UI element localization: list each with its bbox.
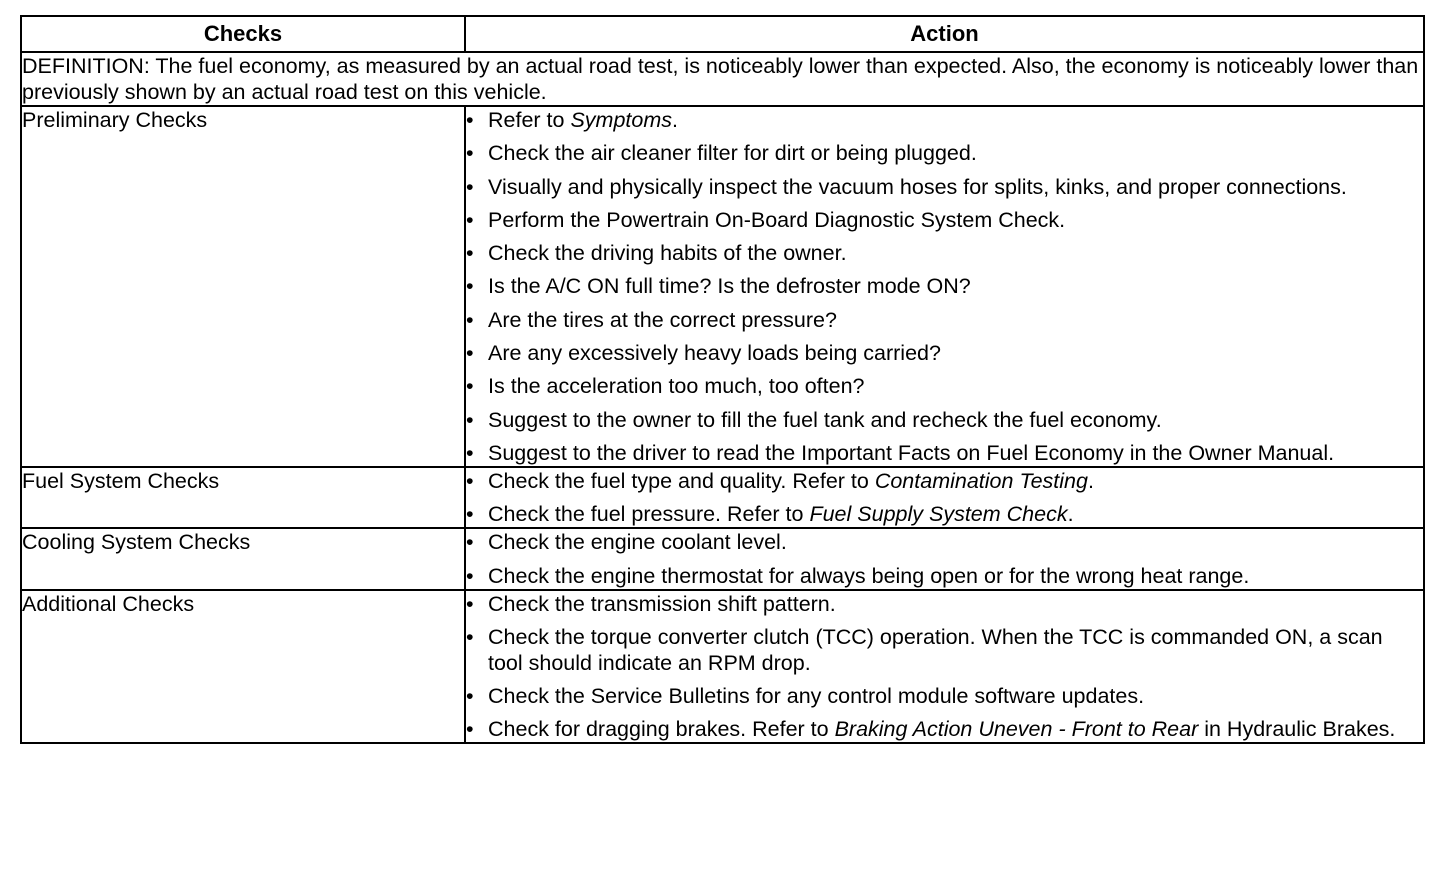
list-item — [466, 563, 1423, 589]
action-list — [466, 107, 1423, 466]
bullet-icon: • — [466, 141, 474, 166]
action-text: Check the driving habits of the owner. — [488, 241, 847, 266]
bullet-icon: • — [466, 108, 474, 132]
list-item — [466, 468, 1423, 494]
action-text: Check the engine thermostat for always being open or for the wrong heat range. — [488, 563, 1250, 588]
action-text: in Hydraulic Brakes. — [1198, 717, 1396, 742]
action-list — [466, 529, 1423, 588]
definition-row — [21, 52, 1424, 106]
check-category-label: Additional Checks — [21, 590, 465, 744]
list-item — [466, 407, 1423, 433]
action-text: Check the torque converter clutch (TCC) operation. When the TCC is commanded ON, a scan tool should indicate an RPM drop. — [488, 624, 1383, 675]
bullet-icon: • — [466, 591, 474, 616]
reference-link-text: Contamination Testing — [874, 468, 1088, 493]
definition-text: DEFINITION: The fuel economy, as measured by an actual road test, is noticeably lower than expected. Also, the economy is noticeably lower than previously shown by an actual road test on this vehicle. — [21, 52, 1424, 106]
action-text: Check the fuel pressure. Refer to — [488, 502, 810, 527]
bullet-icon: • — [466, 502, 474, 527]
action-cell — [465, 106, 1424, 467]
action-cell — [465, 590, 1424, 744]
action-text: Refer to — [488, 108, 571, 132]
action-list — [466, 591, 1423, 743]
reference-link-text: Symptoms — [570, 108, 673, 132]
bullet-icon: • — [466, 174, 474, 199]
reference-link-text: Braking Action Uneven - Front to Rear — [834, 717, 1199, 742]
list-item — [466, 373, 1423, 399]
list-item — [466, 340, 1423, 366]
table-row — [21, 467, 1424, 528]
check-category-label: Cooling System Checks — [21, 528, 465, 589]
list-item — [466, 440, 1423, 466]
table-row — [21, 528, 1424, 589]
action-text: Are any excessively heavy loads being carried? — [488, 341, 941, 366]
action-text: Are the tires at the correct pressure? — [488, 307, 837, 332]
action-text: . — [1067, 502, 1074, 527]
bullet-icon: • — [466, 624, 474, 649]
list-item — [466, 207, 1423, 233]
action-cell — [465, 467, 1424, 528]
list-item — [466, 240, 1423, 266]
action-list — [466, 468, 1423, 527]
bullet-icon: • — [466, 374, 474, 399]
bullet-icon: • — [466, 717, 474, 742]
action-header: Action — [465, 16, 1424, 52]
list-item — [466, 174, 1423, 200]
action-text: Check the engine coolant level. — [488, 530, 787, 555]
list-item — [466, 624, 1423, 676]
bullet-icon: • — [466, 440, 474, 465]
bullet-icon: • — [466, 207, 474, 232]
table-row — [21, 590, 1424, 744]
checks-header: Checks — [21, 16, 465, 52]
action-text: Check the air cleaner filter for dirt or being plugged. — [488, 141, 977, 166]
action-text: Perform the Powertrain On-Board Diagnostic System Check. — [488, 207, 1066, 232]
list-item — [466, 591, 1423, 617]
bullet-icon: • — [466, 241, 474, 266]
action-text: Is the A/C ON full time? Is the defroster mode ON? — [488, 274, 971, 299]
bullet-icon: • — [466, 307, 474, 332]
bullet-icon: • — [466, 407, 474, 432]
bullet-icon: • — [466, 563, 474, 588]
list-item — [466, 307, 1423, 333]
list-item — [466, 716, 1423, 742]
reference-link-text: Fuel Supply System Check — [809, 502, 1068, 527]
list-item — [466, 273, 1423, 299]
action-text: Visually and physically inspect the vacuum hoses for splits, kinks, and proper connections. — [488, 174, 1347, 199]
list-item — [466, 501, 1423, 527]
list-item — [466, 529, 1423, 555]
list-item — [466, 683, 1423, 709]
action-text: Is the acceleration too much, too often? — [488, 374, 865, 399]
action-text: Check for dragging brakes. Refer to — [488, 717, 835, 742]
action-text: . — [672, 108, 678, 132]
header-row — [21, 16, 1424, 52]
action-cell — [465, 528, 1424, 589]
action-text: Check the transmission shift pattern. — [488, 591, 836, 616]
bullet-icon: • — [466, 341, 474, 366]
action-text: Suggest to the owner to fill the fuel tank and recheck the fuel economy. — [488, 407, 1162, 432]
bullet-icon: • — [466, 530, 474, 555]
check-category-label: Fuel System Checks — [21, 467, 465, 528]
list-item — [466, 140, 1423, 166]
action-text: . — [1087, 468, 1094, 493]
bullet-icon: • — [466, 468, 474, 493]
table-row — [21, 106, 1424, 467]
diagnostic-table — [20, 15, 1425, 744]
bullet-icon: • — [466, 684, 474, 709]
action-text: Check the fuel type and quality. Refer to — [488, 468, 875, 493]
check-category-label: Preliminary Checks — [21, 106, 465, 467]
action-text: Suggest to the driver to read the Important Facts on Fuel Economy in the Owner Manual. — [488, 440, 1335, 465]
action-text: Check the Service Bulletins for any control module software updates. — [488, 684, 1145, 709]
bullet-icon: • — [466, 274, 474, 299]
list-item — [466, 107, 1423, 133]
